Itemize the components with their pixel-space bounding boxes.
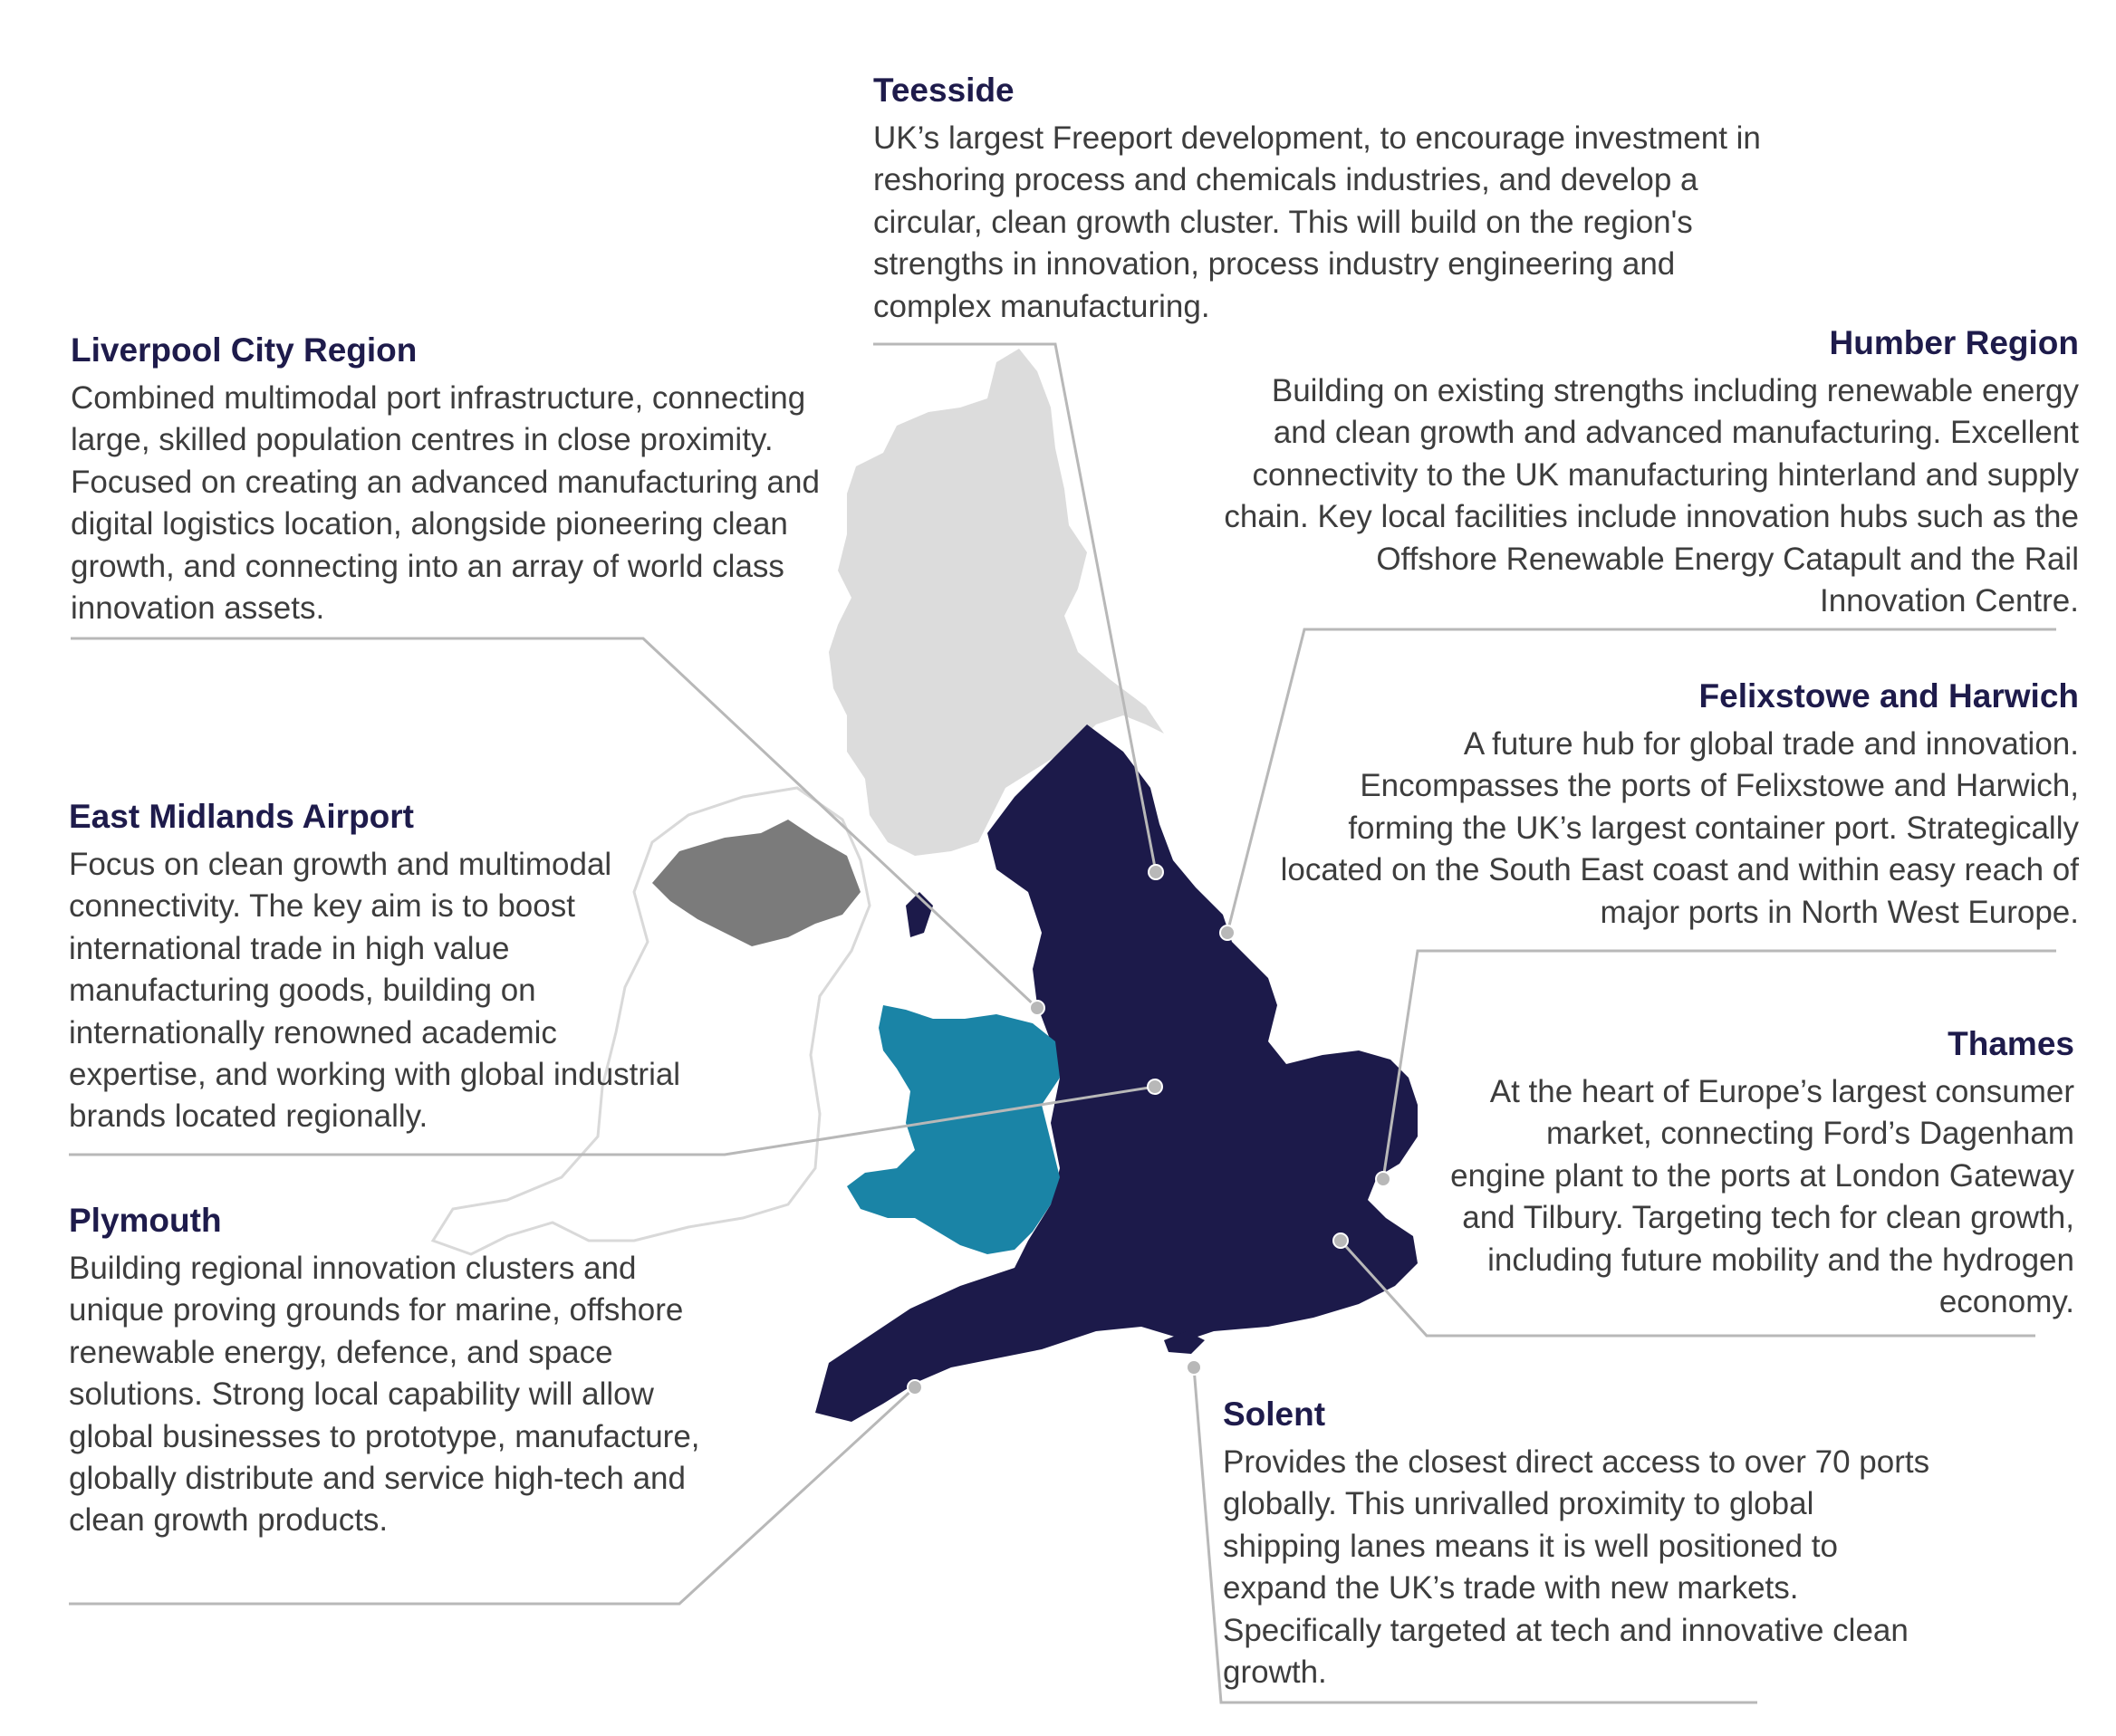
callout-body: Focus on clean growth and multimodal connectivity. The key aim is to boost international trade in high value manufacturing goods, building on internationally renowned academic expertise, and working with global industrial brands located regionally.	[69, 847, 681, 1135]
callout-body: Building on existing strengths including renewable energy and clean growth and advanced manufacturing. Excellent connectivity to the UK manufacturing hinterland and supply chain. Key local facilities include innovation hubs such as the Offshore Renewable Energy Catapult and the Rail Innovation Centre.	[1224, 373, 2079, 619]
callout-thames	[1449, 1024, 2074, 1323]
callout-felixstowe	[1268, 676, 2079, 934]
marker-humber	[1220, 926, 1235, 940]
marker-east-midlands	[1148, 1079, 1162, 1094]
callout-title: Liverpool City Region	[71, 331, 418, 369]
callout-humber	[1223, 323, 2079, 622]
callout-title: Thames	[1948, 1025, 2074, 1062]
callout-body: At the heart of Europe’s largest consumer market, connecting Ford’s Dagenham engine plant to the ports at London Gateway and Tilbury. Targeting tech for clean growth, including future mobility and the hydrogen economy.	[1450, 1074, 2074, 1320]
marker-thames	[1333, 1233, 1348, 1248]
callout-body: A future hub for global trade and innovation. Encompasses the ports of Felixstowe and Harwich, forming the UK’s largest container port. Strategically located on the South East coast and within easy reach of major ports in North West Europe.	[1280, 726, 2079, 930]
callout-body: Building regional innovation clusters and unique proving grounds for marine, offshore renewable energy, defence, and space solutions. Strong local capability will allow global businesses to prototype, manufacture, globally distribute and service high-tech and clean growth products.	[69, 1251, 700, 1539]
callout-title: Solent	[1223, 1396, 1326, 1433]
callout-body: Provides the closest direct access to over 70 ports globally. This unrivalled proximity to global shipping lanes means it is well positioned to expand the UK’s trade with new markets. Specifically targeted at tech and innovative clean growth.	[1223, 1444, 1930, 1691]
callout-body: UK’s largest Freeport development, to encourage investment in reshoring process and chemicals industries, and develop a circular, clean growth cluster. This will build on the region's strengths in innovation, process industry engineering and complex manufacturing.	[873, 120, 1761, 324]
marker-felixstowe	[1376, 1172, 1390, 1186]
callout-title: Teesside	[873, 72, 1015, 109]
marker-solent	[1187, 1360, 1201, 1375]
callout-solent	[1223, 1395, 1938, 1693]
callout-title: East Midlands Airport	[69, 798, 415, 835]
callout-body: Combined multimodal port infrastructure, connecting large, skilled population centres in close proximity. Focused on creating an advanced manufacturing and digital logistics location, alongside pioneering clean growth, and connecting into an array of world class innovation assets.	[71, 380, 820, 627]
callout-east-midlands	[69, 797, 685, 1138]
marker-teesside	[1149, 865, 1163, 879]
callout-title: Humber Region	[1829, 324, 2079, 361]
callout-liverpool	[71, 331, 868, 629]
callout-plymouth	[69, 1201, 721, 1542]
marker-liverpool	[1030, 1001, 1044, 1015]
callout-teesside	[873, 71, 1779, 328]
marker-plymouth	[908, 1380, 922, 1395]
callout-title: Felixstowe and Harwich	[1698, 677, 2079, 715]
callout-title: Plymouth	[69, 1202, 222, 1239]
